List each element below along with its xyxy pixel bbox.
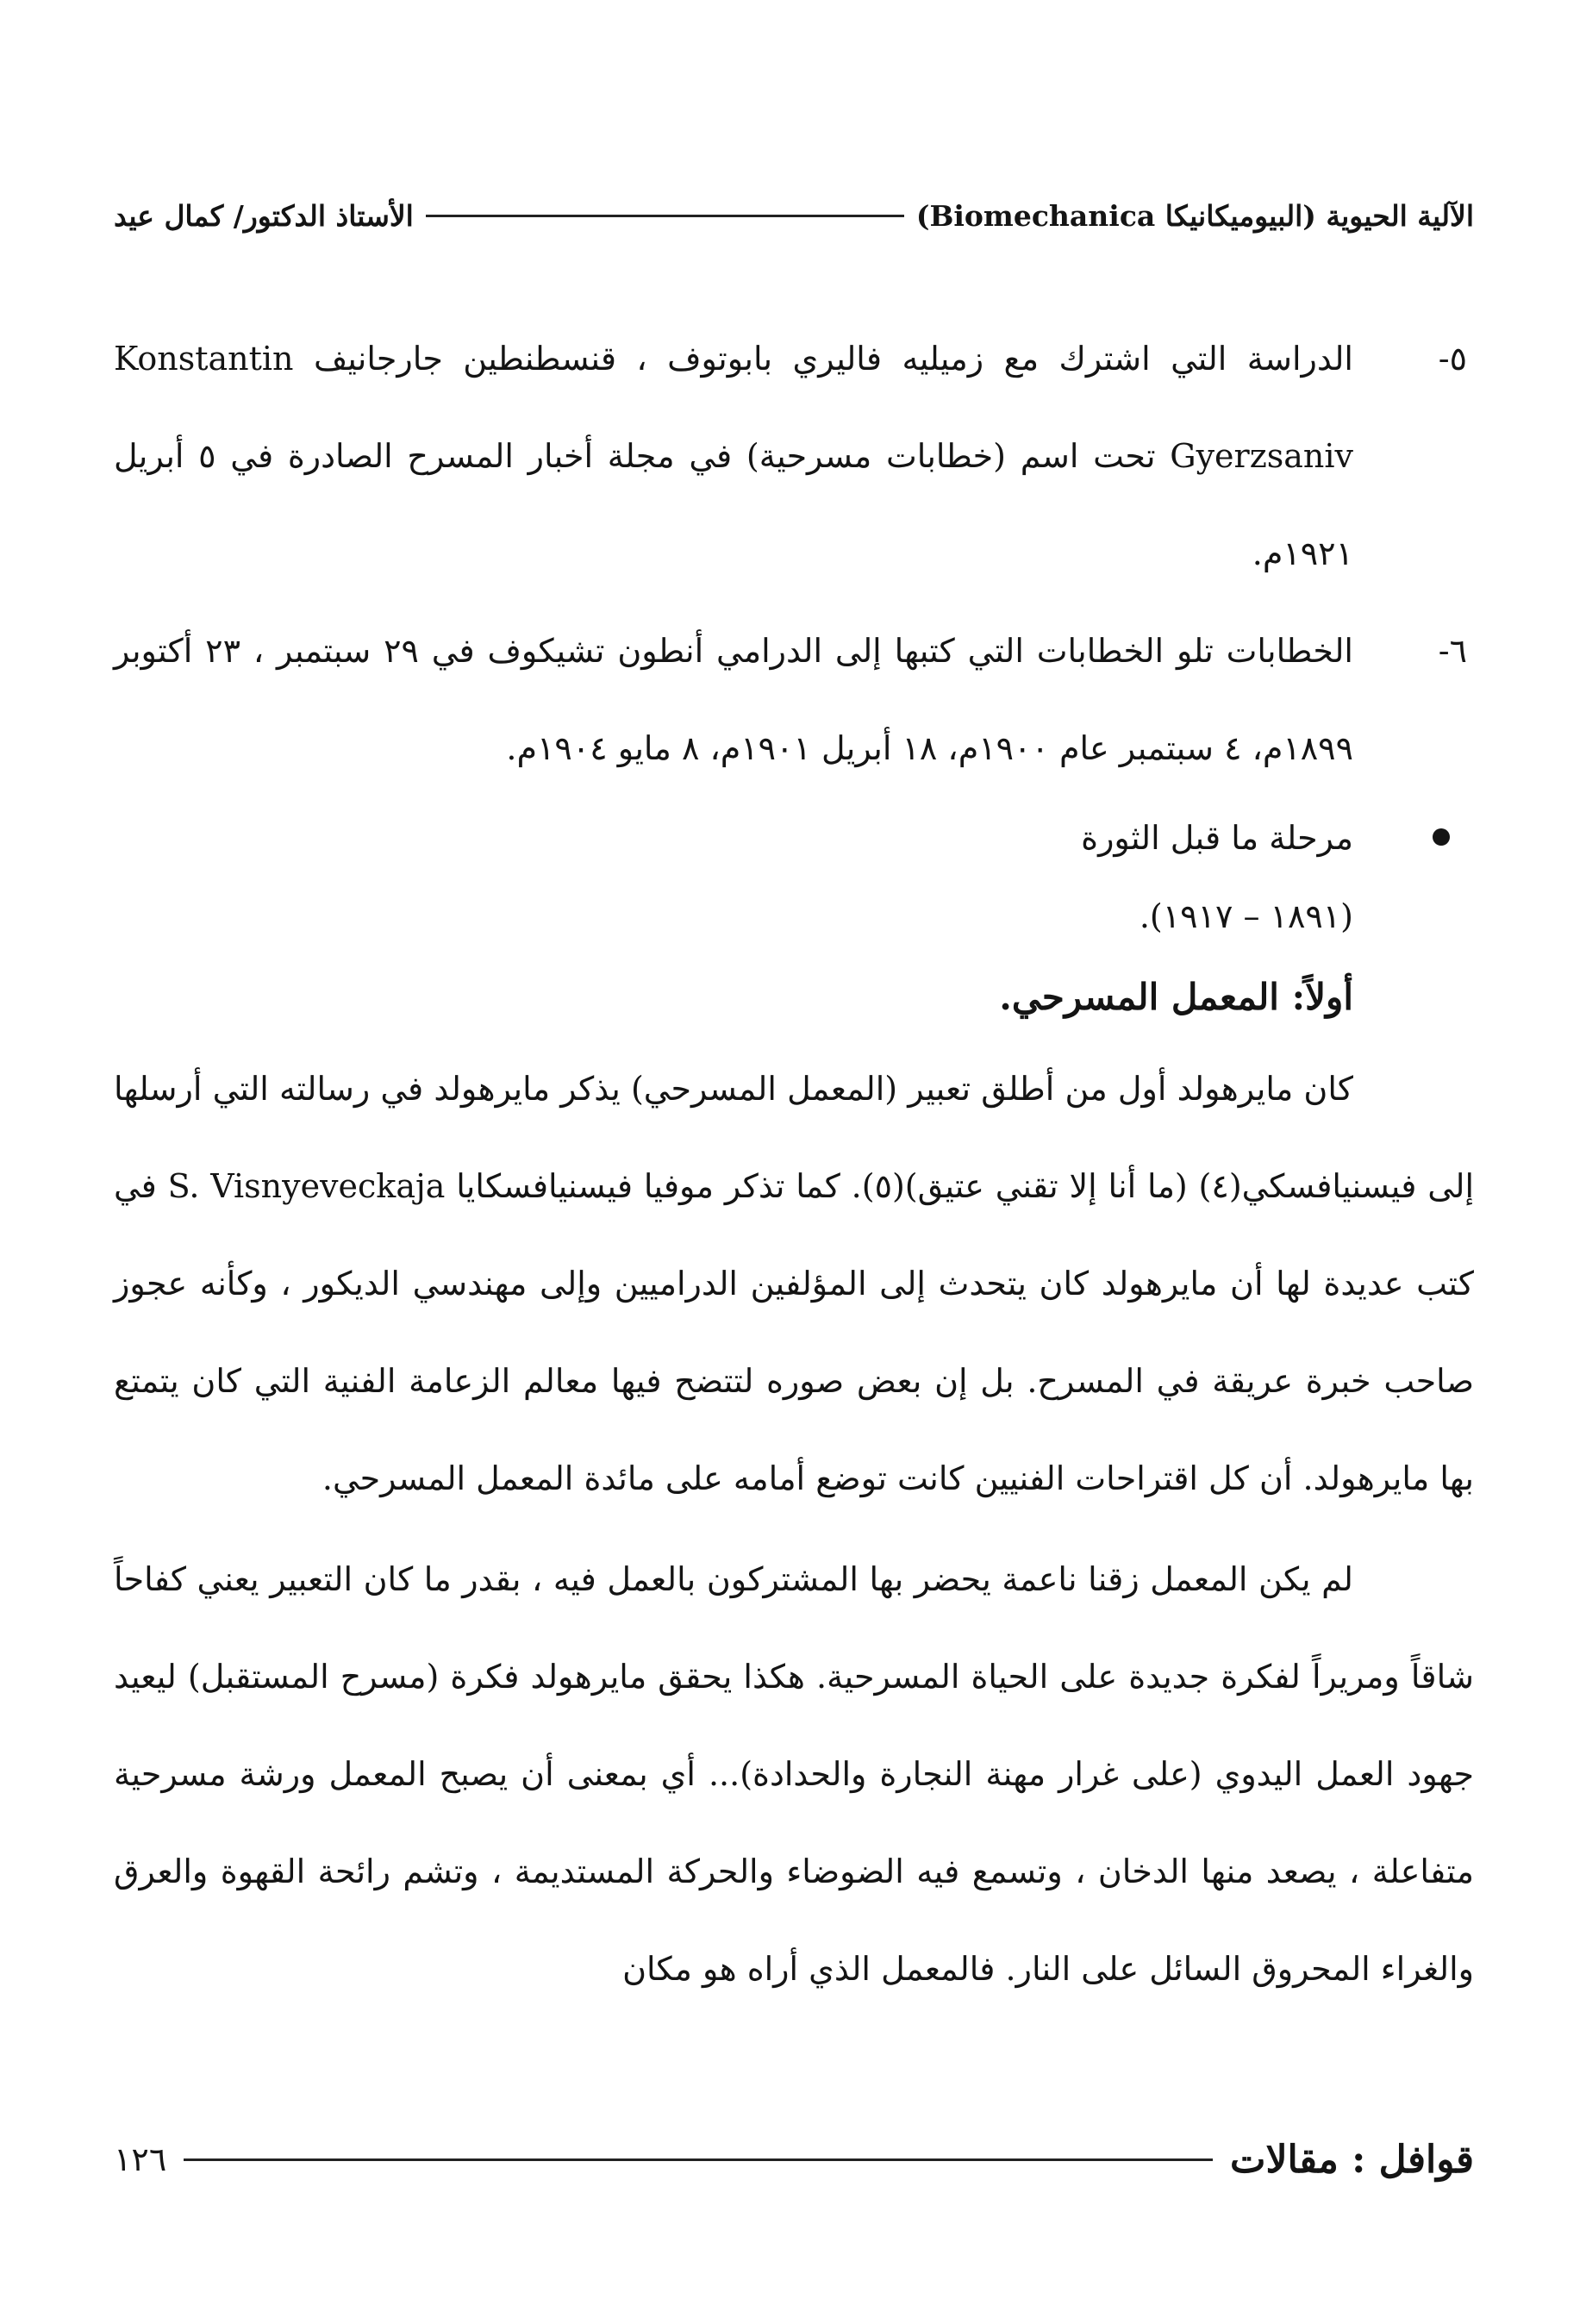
main-text bbox=[114, 310, 1474, 2018]
page-number: ١٢٦ bbox=[114, 2140, 167, 2178]
section-heading: أولاً: المعمل المسرحي. bbox=[999, 976, 1353, 1018]
footnote-6 bbox=[114, 603, 1474, 797]
footnote-text: الدراسة التي اشترك مع زميليه فاليري بابوتوف ، قنسطنطين جارجانيف Konstantin Gyerzsaniv تحت اسم (خطابات مسرحية) في مجلة أخبار المسرح الصادرة في ٥ أبريل ١٩٢١م. bbox=[114, 340, 1353, 572]
footnote-5 bbox=[114, 310, 1474, 603]
bullet-item bbox=[114, 797, 1474, 878]
bullet-title: مرحلة ما قبل الثورة bbox=[1081, 819, 1353, 857]
header-rule bbox=[426, 215, 904, 217]
footnote-number: ٦- bbox=[1438, 632, 1467, 670]
article-title: الآلية الحيوية (البيوميكانيكا Biomechanica) bbox=[915, 198, 1474, 233]
running-header bbox=[114, 188, 1474, 243]
page-footer bbox=[114, 2129, 1474, 2190]
footnote-text: الخطابات تلو الخطابات التي كتبها إلى الدرامي أنطون تشيكوف في ٢٩ سبتمبر ، ٢٣ أكتوبر ١٨٩٩م، ٤ سبتمبر عام ١٩٠٠م، ١٨ أبريل ١٩٠١م، ٨ مايو ١٩٠٤م. bbox=[114, 632, 1353, 767]
body-paragraph: كان مايرهولد أول من أطلق تعبير (المعمل المسرحي) يذكر مايرهولد في رسالته التي أرسلها إلى فيسنيافسكي(٤) (ما أنا إلا تقني عتيق)(٥). كما تذكر موفيا فيسنيافسكايا S. Visnyeveckaja في كتب عديدة لها أن مايرهولد كان يتحدث إلى المؤلفين الدراميين وإلى مهندسي الديكور ، وكأنه عجوز صاحب خبرة عريقة في المسرح. بل إن بعض صوره لتتضح فيها معالم الزعامة الفنية التي كان يتمتع بها مايرهولد. أن كل اقتراحات الفنيين كانت توضع أمامه على مائدة المعمل المسرحي. bbox=[114, 1070, 1475, 1497]
journal-name: قوافل : مقالات bbox=[1230, 2137, 1474, 2182]
footer-rule bbox=[184, 2158, 1213, 2161]
author-name: الأستاذ الدكتور/ كمال عيد bbox=[114, 198, 414, 233]
footnote-number: ٥- bbox=[1438, 340, 1467, 378]
period-years: (١٨٩١ – ١٩١٧). bbox=[1139, 897, 1353, 935]
body-paragraph: لم يكن المعمل زقنا ناعمة يحضر بها المشتركون بالعمل فيه ، بقدر ما كان التعبير يعني كفاحاً شاقاً ومريراً لفكرة جديدة على الحياة المسرحية. هكذا يحقق مايرهولد فكرة (مسرح المستقبل) ليعيد جهود العمل اليدوي (على غرار مهنة النجارة والحدادة)... أي بمعنى أن يصبح المعمل ورشة مسرحية متفاعلة ، يصعد منها الدخان ، وتسمع فيه الضوضاء والحركة المستديمة ، وتشم رائحة القهوة والعرق والغراء المحروق السائل على النار. فالمعمل الذي أراه هو مكان bbox=[114, 1560, 1474, 1988]
bullet-icon bbox=[1433, 828, 1450, 846]
